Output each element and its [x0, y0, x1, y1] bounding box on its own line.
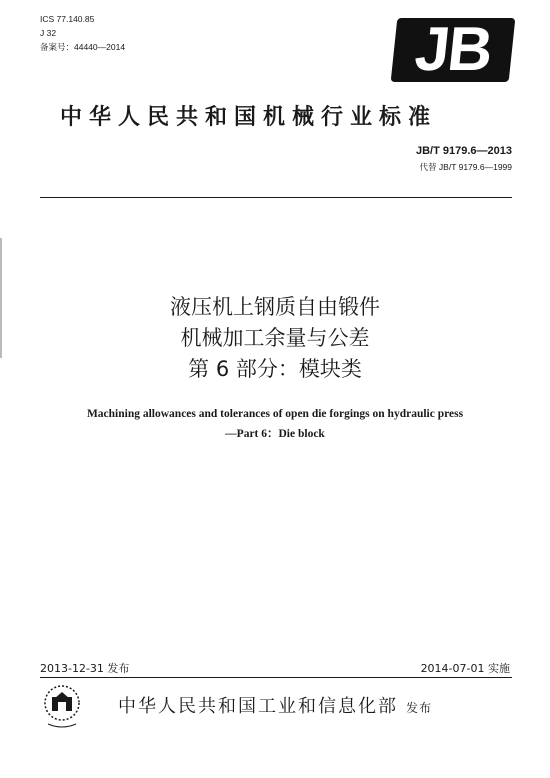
issuer — [118, 692, 432, 718]
issuer-suffix: 发布 — [406, 701, 433, 715]
title-en-line2: —Part 6：Die block — [225, 428, 325, 440]
title-cn-line1: 液压机上钢质自由锻件 — [170, 295, 380, 319]
title-cn-line3: 第 6 部分：模块类 — [188, 357, 362, 381]
standard-number: JB/T 9179.6—2013 — [415, 145, 512, 157]
ministry-emblem-icon — [40, 682, 84, 732]
filing-number: 备案号：44440—2014 — [40, 42, 126, 52]
class-code: J 32 — [40, 28, 57, 38]
effective-date: 2014-07-01 实施 — [420, 662, 510, 675]
replaces-standard: 代替 JB/T 9179.6—1999 — [419, 162, 512, 172]
issuer-name: 中华人民共和国工业和信息化部 — [118, 696, 398, 717]
header-divider — [40, 197, 512, 198]
title-en-line1: Machining allowances and tolerances of open die forgings on hydraulic press — [86, 408, 464, 420]
publish-date: 2013-12-31 发布 — [40, 662, 130, 675]
classification-block — [40, 12, 125, 54]
jb-logo: JB — [391, 18, 516, 82]
footer-divider — [40, 677, 512, 678]
ics-code: ICS 77.140.85 — [40, 14, 95, 24]
org-title: 中华人民共和国机械行业标准 — [60, 104, 438, 130]
title-cn-line2: 机械加工余量与公差 — [180, 326, 370, 350]
